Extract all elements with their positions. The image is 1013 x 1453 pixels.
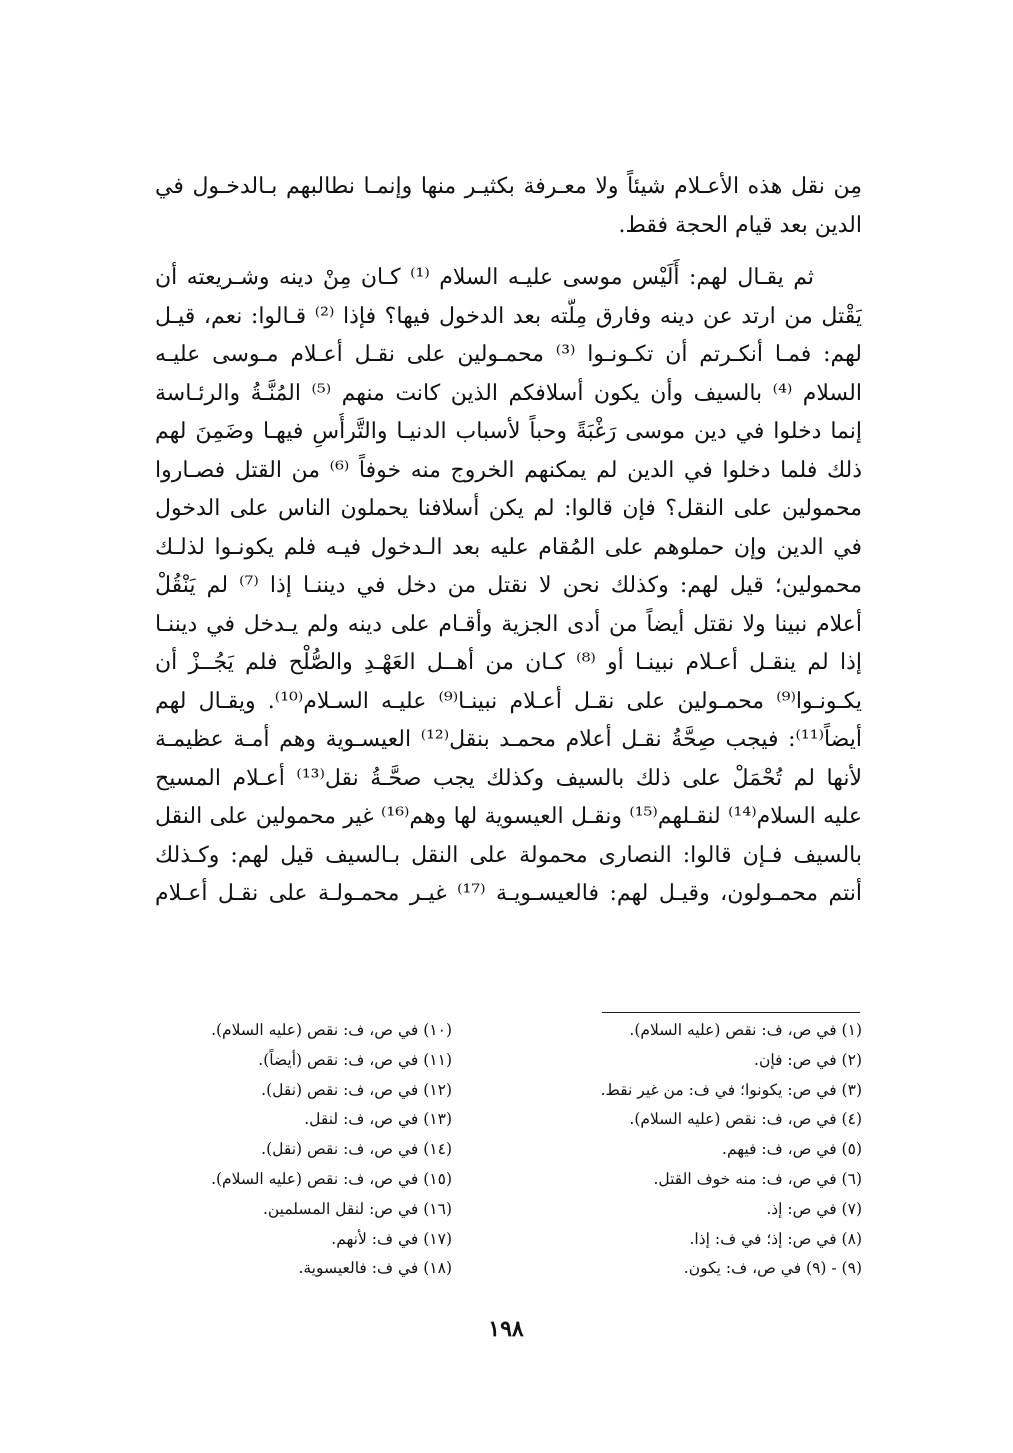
footnote: (٦) في ص، ف: منه خوف القتل. (653, 1169, 862, 1188)
footnote: (١٨) في ف: فالعيسوية. (298, 1259, 452, 1278)
text-line: عليه السلام⁽¹⁴⁾ لنقـلهم⁽¹⁵⁾ ونقـل العيسوية لها وهم⁽¹⁶⁾ غير محمولين على النقل (155, 804, 862, 829)
text-line: يَقْتل من ارتد عن دينه وفارق مِلَّته بعد الدخول فيها؟ فإذا ⁽²⁾ قـالوا: نعم، قيـل (155, 303, 862, 329)
text-line: لأنها لم تُحْمَلْ على ذلك بالسيف وكذلك يجب صحَّـةُ نقل⁽¹³⁾ أعـلام المسيح (155, 765, 862, 791)
text-line: إنما دخلوا في دين موسى رَغْبَةً وحباً لأسباب الدنيـا والتَّرأُسِ فيهـا وضَمِنَ لهم (155, 419, 862, 444)
footnote-separator (602, 1012, 860, 1013)
footnote: (١٣) في ص، ف: لنقل. (304, 1110, 452, 1129)
footnote: (١٤) في ص، ف: نقص (نقل). (261, 1140, 452, 1159)
footnote: (١٥) في ص، ف: نقص (عليه السلام). (211, 1169, 452, 1188)
text-line: لهم: فمـا أنكـرتم أن تكـونـوا ⁽³⁾ محمـولين على نقـل أعـلام مـوسى عليـه (155, 342, 862, 367)
footnote: (٣) في ص: يكونوا؛ في ف: من غير نقط. (600, 1080, 862, 1099)
text-line: بالسيف فـإن قالوا: النصارى محمولة على النقل بـالسيف قيل لهم: وكـذلك (155, 842, 862, 868)
footnote: (١٢) في ص، ف: نقص (نقل). (261, 1080, 452, 1099)
text-line: أعلام نبينا ولا نقتل أيضاً من أدى الجزية وأقـام على دينه ولم يـدخل في ديننـا (155, 611, 862, 637)
text-line: السلام ⁽⁴⁾ بالسيف وأن يكون أسلافكم الذين كانت منهم ⁽⁵⁾ المُنَّـةُ والرئـاسة (155, 380, 862, 406)
text-line: أنتم محمـولون، وقيـل لهم: فالعيسـويـة ⁽¹⁷⁾ غيـر محمـولـة على نقـل أعـلام (155, 881, 862, 906)
footnote: (٤) في ص، ف: نقص (عليه السلام). (629, 1110, 862, 1129)
text-line: أيضاً⁽¹¹⁾: فيجب صِحَّةُ نقـل أعلام محمـد بنقل⁽¹²⁾ العيسـوية وهم أمـة عظيمـة (155, 727, 862, 752)
footnotes-column-right (532, 1016, 862, 1284)
footnotes (155, 1016, 862, 1306)
page-number: ١٩٨ (488, 1316, 524, 1342)
footnote: (٧) في ص: إذ. (766, 1199, 862, 1218)
footnote: (١٧) في ف: لأنهم. (331, 1229, 452, 1248)
footnote: (١١) في ص، ف: نقص (أيضاً). (258, 1050, 452, 1069)
footnote: (٩) - (٩) في ص، ف: يكون. (683, 1259, 862, 1278)
text-line: مِن نقل هذه الأعـلام شيئاً ولا معـرفة بكثيـر منها وإنمـا نطالبهم بـالدخـول في (155, 174, 862, 199)
text-line: ثم يقـال لهم: أَلَيْس موسى عليـه السلام ⁽¹⁾ كـان مِنْ دينه وشـريعته أن (155, 265, 814, 290)
footnote: (٨) في ص: إذ؛ في ف: إذا. (689, 1229, 862, 1248)
text-line: محمولين؛ قيل لهم: وكذلك نحن لا نقتل من دخل في ديننـا إذا ⁽⁷⁾ لم يَنْقُلْ (155, 573, 862, 598)
text-line: في الدين وإن حملوهم على المُقام عليه بعد الـدخول فيـه فلم يكونـوا لذلـك (155, 534, 862, 560)
footnote: (١٠) في ص، ف: نقص (عليه السلام). (211, 1021, 452, 1039)
text-line: الدين بعد قيام الحجة فقط. (618, 212, 862, 238)
main-text (155, 168, 862, 914)
text-line: إذا لم ينقـل أعـلام نبينـا أو ⁽⁸⁾ كـان من أهــل العَهْـدِ والصُّلْح فلم يَجُــزْ أن (155, 650, 862, 675)
footnote: (١) في ص، ف: نقص (عليه السلام). (629, 1021, 862, 1039)
text-line: يكـونـوا⁽⁹⁾ محمـولين على نقـل أعـلام نبينـا⁽⁹⁾ عليـه السـلام⁽¹⁰⁾. ويقـال لهم (155, 688, 862, 714)
paragraph-gap (155, 245, 862, 259)
footnote: (١٦) في ص: لنقل المسلمين. (262, 1199, 452, 1218)
footnote: (٥) في ص، ف: فيهم. (722, 1140, 862, 1159)
footnote: (٢) في ص: فإن. (754, 1050, 862, 1069)
footnotes-column-left (152, 1016, 452, 1284)
text-line: ذلك فلما دخلوا في الدين لم يمكنهم الخروج منه خوفاً ⁽⁶⁾ من القتل فصـاروا (155, 457, 862, 483)
text-line: محمولين على النقل؟ فإن قالوا: لم يكن أسلافنا يحملون الناس على الدخول (155, 496, 862, 521)
